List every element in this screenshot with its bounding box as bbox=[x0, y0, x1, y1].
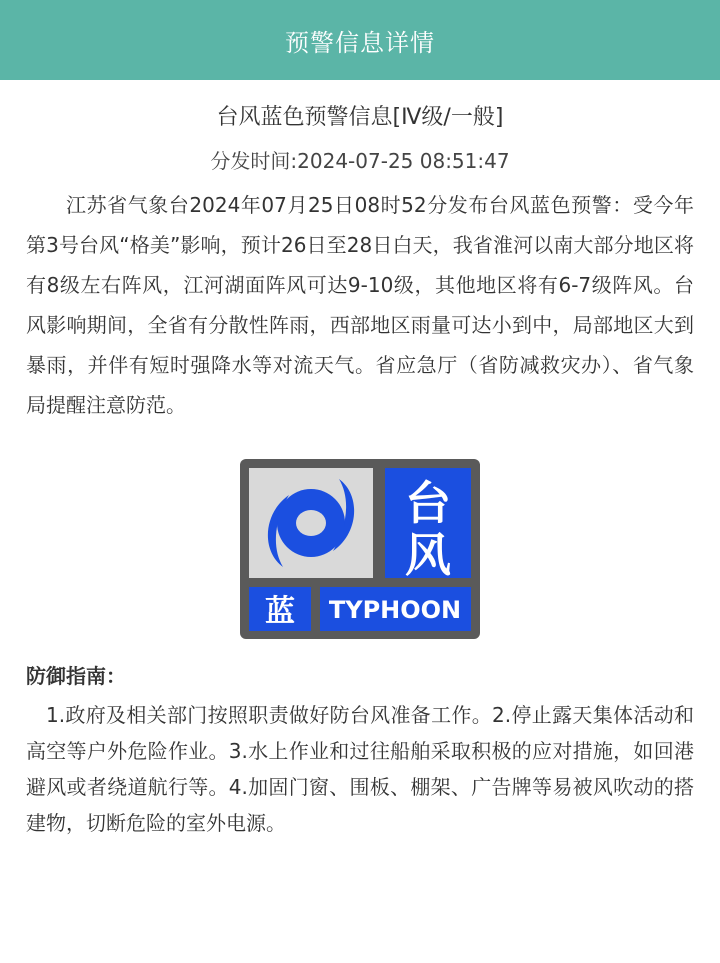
signal-char-bottom: 风 bbox=[405, 528, 451, 582]
page-title: 预警信息详情 bbox=[285, 28, 435, 57]
signal-color-char: 蓝 bbox=[265, 594, 295, 629]
warning-time: 分发时间:2024-07-25 08:51:47 bbox=[210, 149, 510, 173]
signal-char-top: 台 bbox=[405, 476, 451, 530]
warning-detail bbox=[0, 102, 720, 841]
guide-heading: 防御指南： bbox=[26, 664, 126, 688]
warning-signal-container bbox=[26, 459, 694, 639]
warning-title: 台风蓝色预警信息[Ⅳ级/一般] bbox=[216, 105, 504, 130]
signal-label-en: TYPHOON bbox=[328, 596, 462, 624]
app-header bbox=[0, 0, 720, 80]
guide-text: 1.政府及相关部门按照职责做好防台风准备工作。2.停止露天集体活动和高空等户外危险作业。3.水上作业和过往船舶采取积极的应对措施，如回港避风或者绕道航行等。4.加固门窗、围板、棚架、广告牌等易被风吹动的搭建物，切断危险的室外电源。 bbox=[26, 703, 694, 835]
typhoon-blue-signal bbox=[240, 459, 480, 639]
warning-body: 江苏省气象台2024年07月25日08时52分发布台风蓝色预警：受今年第3号台风“格美”影响，预计26日至28日白天，我省淮河以南大部分地区将有8级左右阵风，江河湖面阵风可达9-10级，其他地区将有6-7级阵风。台风影响期间，全省有分散性阵雨，西部地区雨量可达小到中，局部地区大到暴雨，并伴有短时强降水等对流天气。省应急厅（省防减救灾办）、省气象局提醒注意防范。 bbox=[26, 193, 694, 417]
